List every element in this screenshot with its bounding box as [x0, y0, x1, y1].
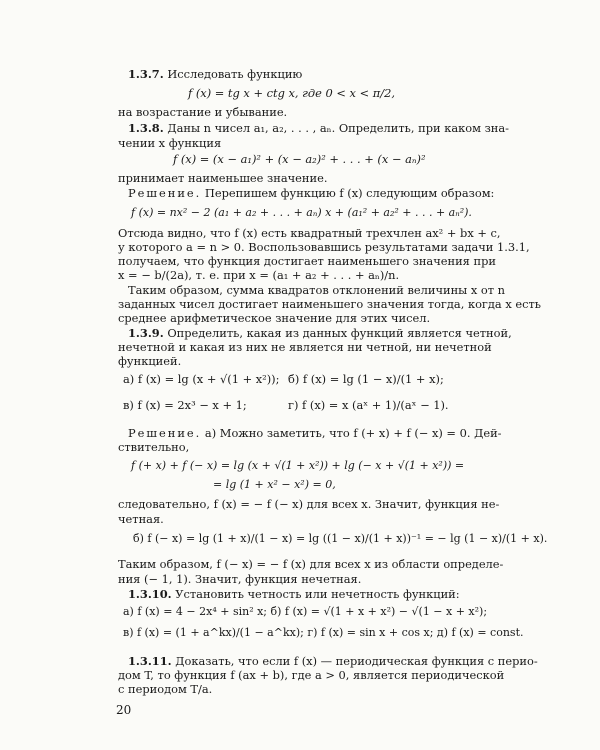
problem-1-3-8-line2: чении x функция [118, 136, 222, 150]
problem-text: Исследовать функцию [167, 67, 303, 81]
solution-1-3-8 [128, 186, 494, 200]
solution-line: среднее арифметическое значение для этих чисел. [118, 311, 431, 325]
solution-label: Решение. [128, 426, 202, 440]
conclusion-line: ния (− 1, 1). Значит, функция нечетная. [118, 572, 362, 586]
solution-line: ствительно, [118, 440, 190, 454]
solution-text: Перепишем функцию f (x) следующим образом: [204, 186, 495, 200]
solution-line: у которого a = n > 0. Воспользовавшись результатами задачи 1.3.1, [118, 240, 530, 254]
solution-line: заданных чисел достигает наименьшего значения тогда, когда x есть [118, 297, 541, 311]
item-v: в) f (x) = 2x³ − x + 1; [123, 398, 247, 412]
consequence-line: следовательно, f (x) = − f (− x) для всех x. Значит, функция не- [118, 497, 500, 511]
solution-line: Отсюда видно, что f (x) есть квадратный трехчлен ax² + bx + c, [118, 226, 501, 240]
item-a: а) f (x) = lg (x + √(1 + x²)); [123, 372, 280, 386]
formula-1-3-7: f (x) = tg x + ctg x, где 0 < x < π/2, [188, 86, 395, 100]
problem-text: Определить, какая из данных функций является четной, [167, 326, 512, 340]
problem-1-3-9-line: функцией. [118, 354, 182, 368]
problem-1-3-9-statement [128, 326, 512, 340]
consequence-line: четная. [118, 512, 164, 526]
problem-1-3-10-statement [128, 587, 460, 601]
problem-1-3-11-statement [128, 654, 538, 668]
solution-line: получаем, что функция достигает наименьшего значения при [118, 254, 496, 268]
formula-1-3-8: f (x) = (x − a₁)² + (x − a₂)² + . . . + (x − aₙ)² [173, 152, 426, 166]
equation-b: б) f (− x) = lg (1 + x)/(1 − x) = lg ((1 − x)/(1 + x))⁻¹ = − lg (1 − x)/(1 + x). [133, 532, 548, 545]
equation-1: f (+ x) + f (− x) = lg (x + √(1 + x²)) + lg (− x + √(1 + x²)) = [131, 459, 465, 472]
problem-number: 1.3.10. [128, 587, 172, 601]
item-b: б) f (x) = lg (1 − x)/(1 + x); [288, 372, 444, 386]
solution-line: Таким образом, сумма квадратов отклонений величины x от n [128, 283, 506, 297]
formula-1-3-8-solution: f (x) = nx² − 2 (a₁ + a₂ + . . . + aₙ) x + (a₁² + a₂² + . . . + aₙ²). [131, 206, 472, 219]
conclusion-line: Таким образом, f (− x) = − f (x) для всех x из области определе- [118, 557, 504, 571]
problem-number: 1.3.8. [128, 121, 164, 135]
problem-1-3-7-tail: на возрастание и убывание. [118, 105, 288, 119]
solution-label: Решение. [128, 186, 202, 200]
problem-text: Даны n чисел a₁, a₂, . . . , aₙ. Определить, при каком зна- [167, 121, 510, 135]
problem-1-3-9-line: нечетной и какая из них не является ни четной, ни нечетной [118, 340, 492, 354]
problem-number: 1.3.9. [128, 326, 164, 340]
item-g: г) f (x) = x (aˣ + 1)/(aˣ − 1). [288, 398, 449, 412]
problem-number: 1.3.11. [128, 654, 172, 668]
solution-1-3-9 [128, 426, 502, 440]
problem-text: Установить четность или нечетность функций: [175, 587, 460, 601]
problem-1-3-7-statement [128, 67, 302, 81]
solution-text: а) Можно заметить, что f (+ x) + f (− x) = 0. Дей- [204, 426, 502, 440]
problem-text: Доказать, что если f (x) — периодическая функция с перио- [175, 654, 538, 668]
problem-1-3-11-line: дом T, то функция f (ax + b), где a > 0, является периодической [118, 668, 505, 682]
problem-1-3-8-statement [128, 121, 509, 135]
functions-row-1: а) f (x) = 4 − 2x⁴ + sin² x; б) f (x) = √(1 + x + x²) − √(1 − x + x²); [123, 605, 488, 618]
problem-1-3-8-line3: принимает наименьшее значение. [118, 171, 328, 185]
solution-line: x = − b/(2a), т. е. при x = (a₁ + a₂ + . . . + aₙ)/n. [118, 268, 400, 282]
equation-2: = lg (1 + x² − x²) = 0, [213, 478, 336, 491]
page-number: 20 [116, 703, 132, 717]
problem-1-3-11-line: с периодом T/a. [118, 682, 213, 696]
problem-number: 1.3.7. [128, 67, 164, 81]
functions-row-2: в) f (x) = (1 + a^kx)/(1 − a^kx); г) f (x) = sin x + cos x; д) f (x) = const. [123, 626, 524, 639]
